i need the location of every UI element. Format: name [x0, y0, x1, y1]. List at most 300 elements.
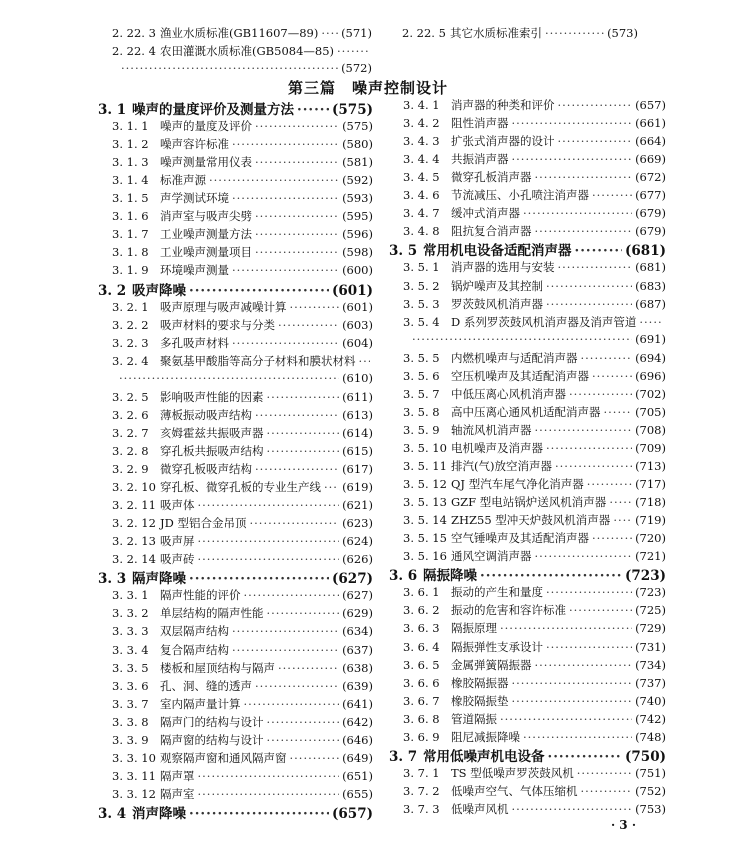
entry-number: 2. 22. 4 — [112, 44, 156, 58]
toc-entry — [112, 244, 373, 261]
entry-title: 消声室与吸声尖劈 — [160, 209, 252, 224]
entry-number: 3. 1. 2 — [112, 137, 149, 152]
entry-page: (571) — [341, 26, 372, 40]
toc-entry — [403, 675, 666, 692]
entry-page: (721) — [635, 549, 666, 564]
entry-number: 3. 5. 15 — [403, 531, 447, 546]
toc-entry — [112, 389, 373, 406]
entry-number: 3. 3. 3 — [112, 624, 149, 639]
entry-page: (624) — [342, 534, 373, 549]
entry-title: 罗茨鼓风机消声器 — [451, 296, 543, 311]
entry-number: 3. 2. 10 — [112, 480, 156, 495]
entry-title: 隔振原理 — [451, 621, 497, 636]
toc-entry — [403, 494, 666, 511]
entry-title: 隔声降噪 — [132, 571, 186, 588]
toc-entry — [403, 530, 666, 547]
entry-number: 2. 22. 5 — [402, 26, 446, 40]
leader-dots — [290, 300, 340, 314]
leader-dots — [189, 806, 329, 822]
entry-number: 3. 5. 14 — [403, 513, 447, 528]
entry-number: 3. 3. 10 — [112, 750, 156, 765]
entry-page: (614) — [342, 425, 373, 440]
toc-section — [389, 745, 666, 765]
leader-dots — [244, 697, 340, 711]
leader-dots — [555, 459, 632, 473]
leader-dots — [569, 387, 632, 401]
entry-page: (709) — [635, 440, 666, 455]
entry-title: 农田灌溉水质标准(GB5084—85) — [160, 44, 335, 58]
leader-dots — [545, 26, 604, 40]
toc-entry — [112, 136, 373, 153]
entry-page: (601) — [342, 299, 373, 314]
leader-dots — [535, 170, 633, 184]
leader-dots — [198, 769, 340, 783]
entry-number: 3. 1. 7 — [112, 227, 149, 242]
entry-page: (725) — [635, 603, 666, 618]
entry-page: (580) — [342, 137, 373, 152]
entry-page: (708) — [635, 422, 666, 437]
entry-number: 3. 2 — [98, 282, 127, 299]
entry-page: (748) — [635, 729, 666, 744]
entry-number: 3. 6 — [389, 568, 418, 585]
leader-dots — [558, 134, 633, 148]
entry-title: 影响吸声性能的因素 — [160, 389, 264, 404]
entry-number: 3. 4. 7 — [403, 206, 440, 221]
leader-dots — [121, 61, 338, 75]
entry-page: (598) — [342, 245, 373, 260]
entry-page: (603) — [342, 317, 373, 332]
toc-entry — [112, 353, 373, 370]
entry-page: (596) — [342, 227, 373, 242]
toc-entry — [403, 548, 666, 565]
toc-entry — [112, 551, 373, 568]
entry-title: 复合隔声结构 — [160, 642, 229, 657]
entry-number: 3. 1. 5 — [112, 191, 149, 206]
entry-number: 3. 3. 6 — [112, 678, 149, 693]
entry-title: 隔振弹性支承设计 — [451, 639, 543, 654]
leader-dots — [512, 694, 633, 708]
entry-title: 薄板振动吸声结构 — [160, 407, 252, 422]
leader-dots — [278, 318, 339, 332]
leader-dots — [267, 444, 340, 458]
entry-title: 吸声屏 — [160, 534, 195, 549]
toc-entry — [112, 623, 373, 640]
leader-dots — [613, 513, 632, 527]
leader-dots — [558, 260, 633, 274]
entry-title: 亥姆霍兹共振吸声器 — [160, 425, 264, 440]
leader-dots — [577, 766, 632, 780]
toc-entry — [112, 226, 373, 243]
leader-dots — [535, 658, 633, 672]
entry-number: 3. 2. 14 — [112, 552, 156, 567]
toc-entry — [112, 587, 373, 604]
toc-entry — [403, 458, 666, 475]
entry-page: (720) — [635, 531, 666, 546]
leader-dots — [198, 787, 340, 801]
toc-entry — [402, 25, 638, 42]
toc-entry — [403, 711, 666, 728]
toc-entry — [112, 172, 373, 189]
leader-dots — [546, 640, 632, 654]
entry-title: 常用低噪声机电设备 — [423, 748, 545, 765]
entry-number: 3. 5. 10 — [403, 440, 447, 455]
entry-title: 阻性消声器 — [451, 116, 509, 131]
entry-page: (719) — [635, 513, 666, 528]
entry-title: 阻尼减振降噪 — [451, 729, 520, 744]
toc-entry — [403, 512, 666, 529]
entry-title: 穿孔板、微穿孔板的专业生产线 — [160, 480, 321, 495]
entry-title: 吸声砖 — [160, 552, 195, 567]
entry-number: 3. 5. 6 — [403, 368, 440, 383]
leader-dots — [546, 279, 632, 293]
entry-number: 3. 2. 8 — [112, 443, 149, 458]
entry-title: 节流减压、小孔喷注消声器 — [451, 188, 589, 203]
entry-title: 缓冲式消声器 — [451, 206, 520, 221]
leader-dots — [267, 606, 340, 620]
toc-entry — [112, 732, 373, 749]
toc-entry — [112, 696, 373, 713]
entry-number: 3. 4. 1 — [403, 98, 440, 112]
entry-title: 多孔吸声材料 — [160, 335, 229, 350]
entry-number: 3. 4. 5 — [403, 170, 440, 185]
entry-page: (651) — [342, 768, 373, 783]
entry-title: QJ 型汽车尾气净化消声器 — [451, 477, 584, 492]
leader-dots — [500, 621, 632, 635]
entry-title: 室内隔声量计算 — [160, 696, 241, 711]
toc-entry — [112, 533, 373, 550]
leader-dots — [639, 315, 663, 329]
entry-page: (623) — [342, 516, 373, 531]
entry-title: 环境噪声测量 — [160, 263, 229, 278]
toc-entry — [403, 422, 666, 439]
leader-dots — [581, 351, 633, 365]
entry-title: 共振消声器 — [451, 152, 509, 167]
toc-entry — [112, 208, 373, 225]
entry-number: 3. 7. 1 — [403, 765, 440, 780]
entry-number: 3. 2. 9 — [112, 462, 149, 476]
entry-page: (629) — [342, 606, 373, 621]
entry-number: 3. 3. 7 — [112, 696, 149, 711]
entry-title: 金属弹簧隔振器 — [451, 657, 532, 672]
entry-title: 隔声门的结构与设计 — [160, 714, 264, 729]
entry-page: (661) — [635, 116, 666, 131]
entry-page: (592) — [342, 173, 373, 188]
leader-dots — [512, 116, 633, 130]
entry-title: 工业噪声测量方法 — [160, 227, 252, 242]
entry-page: (646) — [342, 732, 373, 747]
entry-title: 消声降噪 — [132, 805, 186, 822]
entry-page: (681) — [635, 260, 666, 275]
entry-number: 3. 2. 6 — [112, 407, 149, 422]
entry-page: (600) — [342, 263, 373, 278]
entry-number: 3. 2. 4 — [112, 353, 149, 368]
toc-entry — [403, 440, 666, 457]
entry-page: (613) — [342, 407, 373, 422]
toc-entry — [112, 25, 372, 42]
leader-dots — [592, 369, 632, 383]
entry-number: 3. 5 — [389, 243, 418, 260]
entry-number: 3. 2. 11 — [112, 498, 156, 513]
entry-page: (664) — [635, 134, 666, 149]
toc-entry — [112, 660, 373, 677]
entry-number: 3. 3. 4 — [112, 642, 149, 657]
entry-number: 3. 5. 12 — [403, 477, 447, 492]
toc-entry — [112, 497, 373, 514]
entry-title: 管道隔振 — [451, 711, 497, 726]
toc-section — [98, 802, 373, 822]
leader-dots — [198, 498, 340, 512]
toc-entry — [403, 314, 666, 331]
toc-entry — [112, 118, 373, 135]
leader-dots — [581, 784, 633, 798]
entry-title: 锅炉噪声及其控制 — [451, 278, 543, 293]
entry-title: 吸声原理与吸声减噪计算 — [160, 299, 287, 314]
entry-page: (669) — [635, 152, 666, 167]
toc-entry — [403, 350, 666, 367]
entry-title: 隔振降噪 — [423, 568, 477, 585]
entry-page: (752) — [635, 783, 666, 798]
leader-dots — [189, 571, 329, 587]
entry-page: (649) — [342, 750, 373, 765]
entry-page: (723) — [625, 568, 666, 585]
entry-number: 3. 4. 8 — [403, 224, 440, 239]
leader-dots — [359, 354, 371, 368]
entry-page: (617) — [342, 462, 373, 476]
toc-section — [98, 279, 373, 299]
entry-number: 3. 3. 2 — [112, 606, 149, 621]
toc-entry — [403, 620, 666, 637]
entry-title: 低噪声风机 — [451, 801, 509, 816]
entry-number: 3. 4 — [98, 805, 127, 822]
entry-title: 隔声罩 — [160, 768, 195, 783]
leader-dots — [267, 715, 340, 729]
leader-dots — [250, 516, 340, 530]
entry-number: 3. 5. 5 — [403, 350, 440, 365]
entry-title: 隔声窗的结构与设计 — [160, 732, 264, 747]
entry-page: (572) — [341, 61, 372, 75]
leader-dots — [198, 552, 340, 566]
entry-number: 3. 7 — [389, 748, 418, 765]
entry-title: 穿孔板共振吸声结构 — [160, 443, 264, 458]
entry-number: 3. 5. 8 — [403, 404, 440, 419]
leader-dots — [232, 624, 339, 638]
entry-title: 振动的产生和量度 — [451, 585, 543, 600]
entry-number: 3. 5. 16 — [403, 549, 447, 564]
entry-number: 3. 2. 7 — [112, 425, 149, 440]
entry-title: 空压机噪声及其适配消声器 — [451, 368, 589, 383]
leader-dots — [232, 137, 339, 151]
entry-page: (639) — [342, 678, 373, 693]
entry-number: 3. 6. 1 — [403, 585, 440, 600]
entry-number: 3. 5. 1 — [403, 260, 440, 275]
leader-dots — [480, 568, 622, 584]
entry-page: (615) — [342, 443, 373, 458]
leader-dots — [189, 283, 329, 299]
entry-number: 3. 1. 8 — [112, 245, 149, 260]
entry-page: (717) — [635, 477, 666, 492]
entry-number: 3. 6. 3 — [403, 621, 440, 636]
entry-title: 低噪声空气、气体压缩机 — [451, 783, 578, 798]
leader-dots — [297, 102, 329, 118]
toc-section — [389, 239, 666, 260]
entry-number: 3. 6. 8 — [403, 711, 440, 726]
leader-dots — [209, 173, 339, 187]
leader-dots — [255, 227, 339, 241]
entry-number: 3. 1 — [98, 102, 127, 118]
toc-entry — [403, 584, 666, 601]
entry-number: 3. 2. 13 — [112, 534, 156, 549]
entry-page: (627) — [342, 588, 373, 603]
entry-page: (619) — [342, 480, 373, 495]
leader-dots — [535, 224, 633, 238]
entry-number: 3. 5. 9 — [403, 422, 440, 437]
entry-page: (734) — [635, 657, 666, 672]
toc-entry — [403, 296, 666, 313]
leader-dots — [255, 119, 339, 133]
entry-title: 聚氨基甲酸脂等高分子材料和膜状材料 — [160, 353, 356, 368]
entry-number: 3. 3. 9 — [112, 732, 149, 747]
entry-page: (657) — [332, 805, 373, 822]
toc-entry — [403, 801, 666, 818]
entry-page: (575) — [332, 102, 373, 118]
entry-page: (713) — [635, 459, 666, 473]
entry-title: 双层隔声结构 — [160, 624, 229, 639]
leader-dots — [546, 441, 632, 455]
toc-entry — [112, 443, 373, 460]
leader-dots — [512, 676, 633, 690]
entry-page: (641) — [342, 696, 373, 711]
entry-number: 3. 2. 5 — [112, 389, 149, 404]
entry-number: 3. 3. 8 — [112, 714, 149, 729]
entry-title: 单层结构的隔声性能 — [160, 606, 264, 621]
leader-dots — [255, 209, 339, 223]
entry-title: 扩张式消声器的设计 — [451, 134, 555, 149]
entry-page: (705) — [635, 404, 666, 419]
toc-entry — [112, 461, 373, 478]
entry-page: (742) — [635, 711, 666, 726]
entry-page: (604) — [342, 335, 373, 350]
entry-title: 微穿孔板消声器 — [451, 170, 532, 185]
entry-title: JD 型铝合金吊顶 — [160, 516, 247, 531]
toc-entry — [112, 190, 373, 207]
entry-number: 3. 3. 12 — [112, 786, 156, 801]
entry-page: (611) — [342, 389, 373, 404]
toc-entry — [112, 750, 373, 767]
toc-entry — [403, 151, 666, 168]
entry-number: 3. 4. 2 — [403, 116, 440, 131]
entry-page: (601) — [332, 282, 373, 299]
entry-number: 3. 3. 11 — [112, 768, 156, 783]
entry-page: (718) — [635, 495, 666, 510]
entry-number: 3. 4. 3 — [403, 134, 440, 149]
entry-number: 3. 5. 11 — [403, 459, 447, 473]
leader-dots — [267, 733, 340, 747]
leader-dots — [546, 297, 632, 311]
entry-title: 隔声性能的评价 — [160, 588, 241, 603]
toc-entry — [403, 205, 666, 222]
leader-dots — [546, 585, 632, 599]
toc-continuation — [409, 332, 666, 349]
entry-number: 3. 5. 7 — [403, 386, 440, 401]
entry-page: (753) — [635, 801, 666, 816]
entry-number: 3. 1. 1 — [112, 119, 149, 134]
toc-entry — [403, 765, 666, 782]
toc-entry — [112, 786, 373, 803]
entry-title: 消声器的种类和评价 — [451, 98, 555, 112]
leader-dots — [232, 643, 339, 657]
entry-number: 3. 7. 3 — [403, 801, 440, 816]
entry-page: (626) — [342, 552, 373, 567]
entry-title: 噪声的量度及评价 — [160, 119, 252, 134]
entry-title: 常用机电设备适配消声器 — [423, 243, 572, 260]
toc-entry — [403, 602, 666, 619]
entry-page: (683) — [635, 278, 666, 293]
entry-number: 3. 5. 4 — [403, 314, 440, 329]
entry-page: (642) — [342, 714, 373, 729]
toc-entry — [403, 386, 666, 403]
entry-number: 3. 5. 2 — [403, 278, 440, 293]
entry-title: 中低压离心风机消声器 — [451, 386, 566, 401]
leader-dots — [244, 588, 340, 602]
leader-dots — [337, 44, 369, 58]
entry-title: 噪声的量度评价及测量方法 — [132, 102, 294, 118]
entry-page: (681) — [625, 243, 666, 260]
toc-entry — [403, 476, 666, 493]
entry-number: 3. 3 — [98, 571, 127, 588]
page-number: · 3 · — [610, 818, 636, 832]
entry-title: 隔声室 — [160, 786, 195, 801]
toc-entry — [403, 729, 666, 746]
toc-continuation — [118, 61, 372, 78]
entry-number: 3. 6. 4 — [403, 639, 440, 654]
entry-number: 3. 1. 9 — [112, 263, 149, 278]
entry-title: 轴流风机消声器 — [451, 422, 532, 437]
entry-page: (634) — [342, 624, 373, 639]
entry-title: ZHZ55 型冲天炉鼓风机消声器 — [451, 513, 611, 528]
leader-dots — [278, 661, 339, 675]
entry-page: (638) — [342, 660, 373, 675]
entry-page: (595) — [342, 209, 373, 224]
entry-page: (575) — [342, 119, 373, 134]
entry-number: 3. 4. 4 — [403, 152, 440, 167]
toc-entry — [112, 407, 373, 424]
entry-number: 3. 2. 3 — [112, 335, 149, 350]
toc-section — [98, 98, 373, 118]
entry-title: 渔业水质标准(GB11607—89) — [160, 26, 319, 40]
toc-entry — [112, 317, 373, 334]
leader-dots — [587, 477, 632, 491]
entry-number: 3. 1. 6 — [112, 209, 149, 224]
entry-title: 阻抗复合消声器 — [451, 224, 532, 239]
entry-page: (610) — [342, 370, 373, 385]
toc-entry — [112, 43, 372, 60]
toc-entry — [112, 678, 373, 695]
toc-entry — [112, 262, 373, 279]
entry-page: (593) — [342, 191, 373, 206]
entry-page: (696) — [635, 368, 666, 383]
toc-entry — [403, 133, 666, 150]
entry-title: 橡胶隔振器 — [451, 675, 509, 690]
entry-title: 其它水质标准索引 — [450, 26, 542, 40]
entry-number: 3. 5. 13 — [403, 495, 447, 510]
entry-title: 排汽(气)放空消声器 — [451, 459, 552, 473]
entry-number: 3. 5. 3 — [403, 296, 440, 311]
leader-dots — [255, 408, 339, 422]
entry-title: 标准声源 — [160, 173, 206, 188]
entry-page: (655) — [342, 786, 373, 801]
entry-number: 3. 6. 6 — [403, 675, 440, 690]
entry-page: (694) — [635, 350, 666, 365]
